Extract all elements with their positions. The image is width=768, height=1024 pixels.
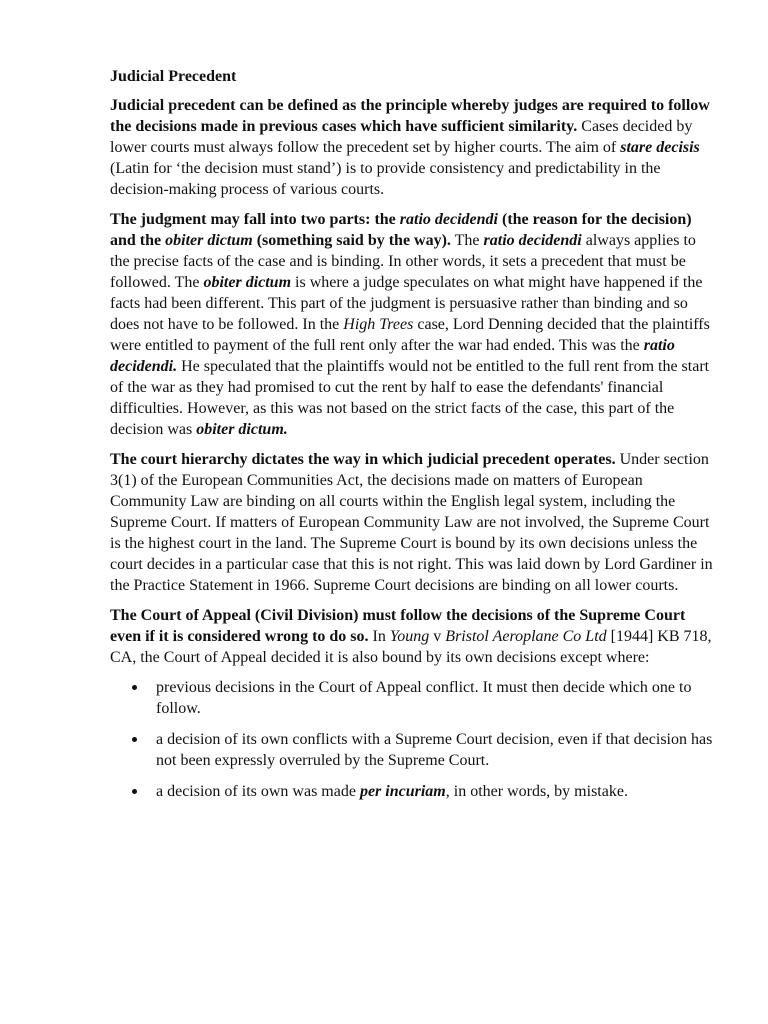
list-item <box>110 781 718 802</box>
list-item <box>110 729 718 771</box>
definition-text: Cases decided by lower courts must always follow the precedent set by higher courts. The aim of <box>110 118 693 156</box>
paragraph-definition <box>110 95 718 200</box>
term-obiter-dictum-3: obiter dictum. <box>196 421 288 438</box>
judgment-text: The <box>450 232 484 249</box>
list-item-text: a decision of its own was made <box>156 783 360 800</box>
case-name-young: Young <box>389 628 430 645</box>
exceptions-list <box>110 677 718 802</box>
document-title: Judicial Precedent <box>110 68 237 85</box>
judgment-text-3: is where a judge speculates on what might have happened if the facts had been different. This part of the judgment is persuasive rather than binding and so does not have to be followed. In the <box>110 274 703 333</box>
appeal-text: In <box>368 628 390 645</box>
judgment-text-2: always applies to the precise facts of the case and is binding. In other words, it sets a precedent that must be followed. The <box>110 232 696 291</box>
definition-bold-text: Judicial precedent can be defined as the principle whereby judges are required to follow the decisions made in previous cases which have sufficient similarity. <box>110 97 710 135</box>
paragraph-judgment-parts <box>110 209 718 440</box>
bullet-icon <box>132 789 137 794</box>
judgment-text-5: He speculated that the plaintiffs would not be entitled to the full rent from the start of the war as they had promised to cut the rent by half to ease the defendants' financial difficulties. However, as this was not based on the strict facts of the case, this part of the decision was <box>110 358 710 438</box>
list-item-text: previous decisions in the Court of Appeal conflict. It must then decide which one to follow. <box>156 679 692 717</box>
term-ratio-decidendi-3: ratio decidendi. <box>110 337 675 375</box>
appeal-text-v: v <box>429 628 446 645</box>
list-item-text: a decision of its own conflicts with a Supreme Court decision, even if that decision has not been expressly overruled by the Supreme Court. <box>156 731 713 769</box>
appeal-text-end: [1944] KB 718, CA, the Court of Appeal decided it is also bound by its own decisions except where: <box>110 628 712 666</box>
term-ratio-decidendi-2: ratio decidendi <box>483 232 582 249</box>
case-name-high-trees: High Trees <box>343 316 414 333</box>
bullet-icon <box>132 685 137 690</box>
term-ratio-decidendi: ratio decidendi <box>399 211 498 228</box>
term-per-incuriam: per incuriam <box>359 783 446 800</box>
bullet-icon <box>132 737 137 742</box>
term-obiter-dictum: obiter dictum <box>165 232 253 249</box>
judgment-bold-text-3: (something said by the way). <box>252 232 451 249</box>
term-obiter-dictum-2: obiter dictum <box>203 274 292 291</box>
case-name-bristol-aeroplane: Bristol Aeroplane Co Ltd <box>445 628 607 645</box>
definition-text-end: (Latin for ‘the decision must stand’) is to provide consistency and predictability in the decision-making process of various courts. <box>110 160 661 198</box>
hierarchy-text: Under section 3(1) of the European Communities Act, the decisions made on matters of European Community Law are binding on all courts within the English legal system, including the Supreme Court. If matters of European Community Law are not involved, the Supreme Court is the highest court in the land. The Supreme Court is bound by its own decisions unless the court decides in a particular case that this is not right. This was laid down by Lord Gardiner in the Practice Statement in 1966. Supreme Court decisions are binding on all lower courts. <box>110 451 713 594</box>
paragraph-court-hierarchy <box>110 449 718 596</box>
hierarchy-bold-text: The court hierarchy dictates the way in which judicial precedent operates. <box>110 451 616 468</box>
appeal-bold-text: The Court of Appeal (Civil Division) must follow the decisions of the Supreme Court even if it is considered wrong to do so. <box>110 607 686 645</box>
judgment-bold-text-2: (the reason for the decision) and the <box>110 211 692 249</box>
list-item <box>110 677 718 719</box>
term-stare-decisis: stare decisis <box>620 139 700 156</box>
judgment-bold-text: The judgment may fall into two parts: the <box>110 211 400 228</box>
judgment-text-4: case, Lord Denning decided that the plaintiffs were entitled to payment of the full rent only after the war had ended. This was the <box>110 316 710 354</box>
paragraph-court-of-appeal <box>110 605 718 668</box>
list-item-text-end: , in other words, by mistake. <box>445 783 628 800</box>
